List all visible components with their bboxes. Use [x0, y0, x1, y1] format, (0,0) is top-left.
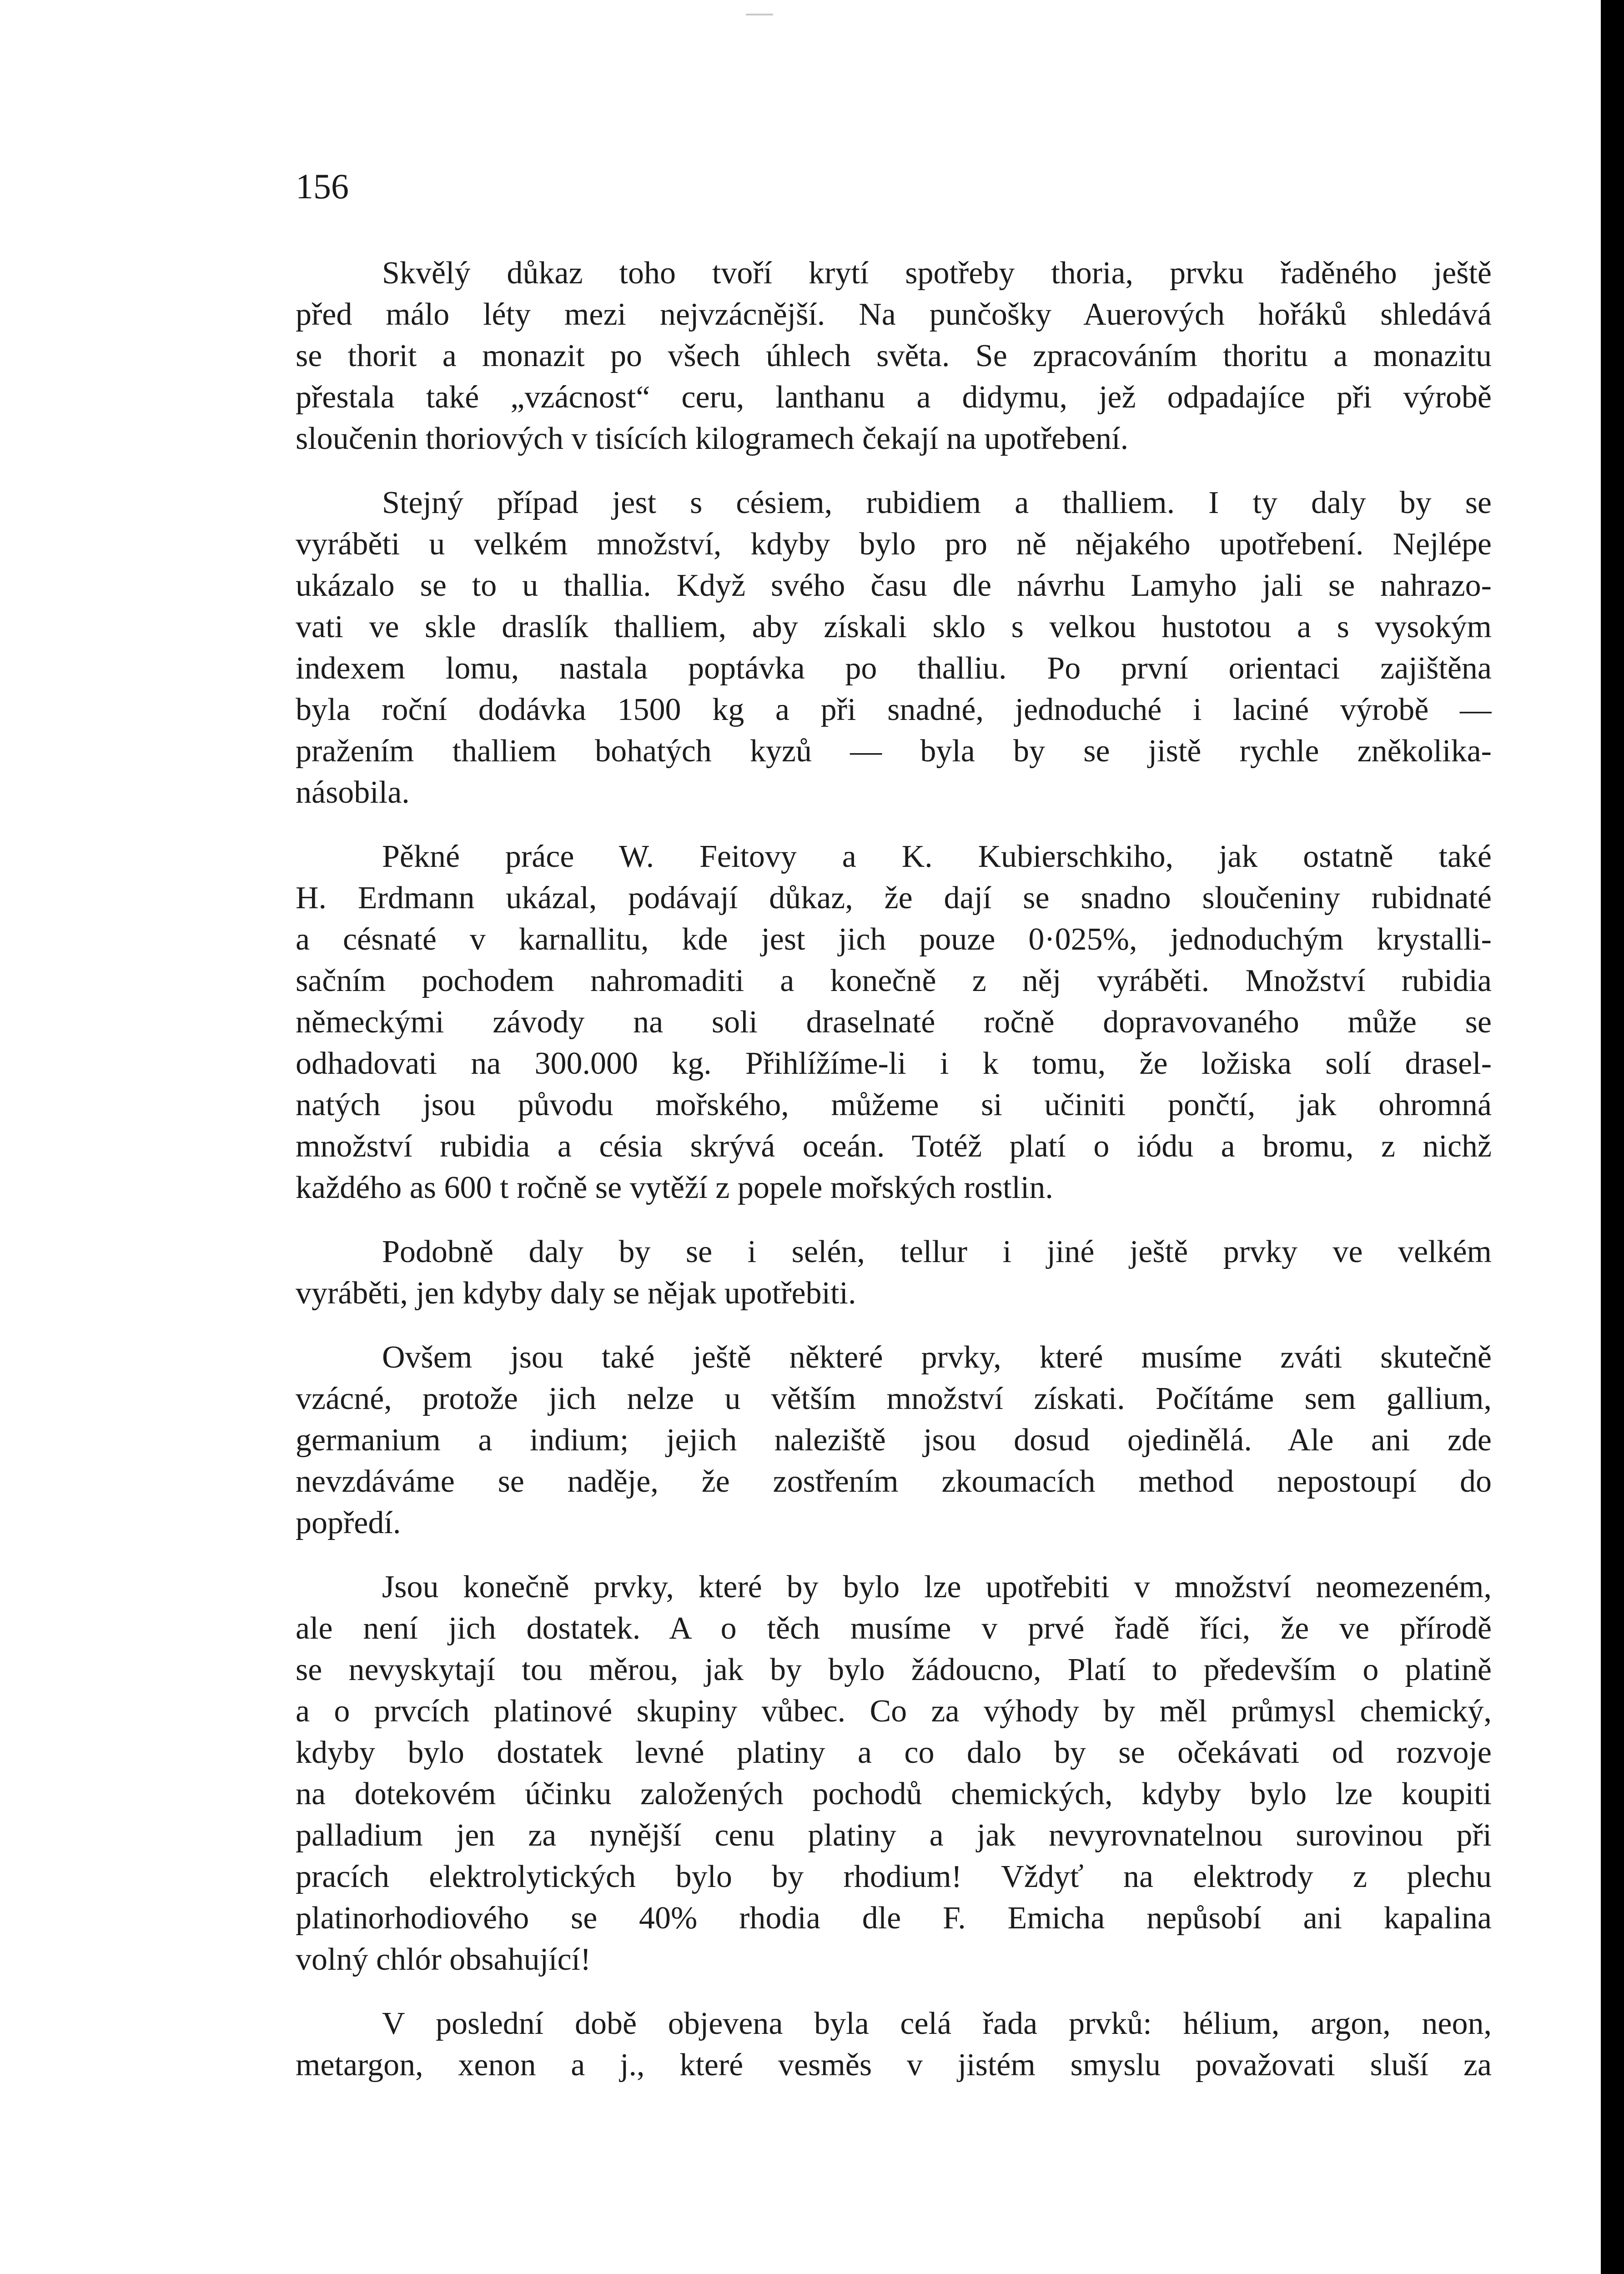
text-line: ukázalo se to u thallia. Když svého času dle návrhu Lamyho jali se nahrazo- [296, 568, 1492, 603]
text-line: Stejný případ jest s césiem, rubidiem a thalliem. I ty daly by se [382, 485, 1492, 520]
text-line: nevzdáváme se naděje, že zostřením zkoumacích method nepostoupí do [296, 1464, 1492, 1499]
body-text [296, 252, 1492, 2108]
text-line: indexem lomu, nastala poptávka po thalliu. Po první orientaci zajištěna [296, 651, 1492, 686]
text-line: Pěkné práce W. Feitovy a K. Kubierschkiho, jak ostatně také [382, 839, 1492, 874]
text-line: metargon, xenon a j., které vesměs v jistém smyslu považovati sluší za [296, 2048, 1492, 2083]
text-line: natých jsou původu mořského, můžeme si učiniti pončtí, jak ohromná [296, 1087, 1492, 1122]
text-line: popředí. [296, 1505, 401, 1540]
paragraph [296, 482, 1492, 813]
text-line: ale není jich dostatek. A o těch musíme v prvé řadě říci, že ve přírodě [296, 1611, 1492, 1646]
text-line: před málo léty mezi nejvzácnější. Na punčošky Auerových hořáků shledává [296, 297, 1492, 332]
text-line: a o prvcích platinové skupiny vůbec. Co za výhody by měl průmysl chemický, [296, 1694, 1492, 1729]
scan-artifact [746, 14, 773, 15]
text-line: na dotekovém účinku založených pochodů chemických, kdyby bylo lze koupiti [296, 1776, 1492, 1811]
text-line: vyráběti, jen kdyby daly se nějak upotřebiti. [296, 1276, 856, 1311]
paragraph [296, 1566, 1492, 1980]
text-line: byla roční dodávka 1500 kg a při snadné, jednoduché i laciné výrobě — [296, 692, 1492, 727]
text-line: germanium a indium; jejich naleziště jsou dosud ojedinělá. Ale ani zde [296, 1423, 1492, 1458]
text-line: platinorhodiového se 40% rhodia dle F. Emicha nepůsobí ani kapalina [296, 1901, 1492, 1936]
text-line: přestala také „vzácnost“ ceru, lanthanu a didymu, jež odpadajíce při výrobě [296, 380, 1492, 415]
page-number: 156 [296, 166, 349, 206]
text-line: množství rubidia a césia skrývá oceán. Totéž platí o iódu a bromu, z nichž [296, 1129, 1492, 1164]
paragraph [296, 2003, 1492, 2086]
text-line: pracích elektrolytických bylo by rhodium! Vždyť na elektrody z plechu [296, 1859, 1492, 1894]
text-line: odhadovati na 300.000 kg. Přihlížíme-li i k tomu, že ložiska solí drasel- [296, 1046, 1492, 1081]
text-line: a césnaté v karnallitu, kde jest jich pouze 0·025%, jednoduchým krystalli- [296, 922, 1492, 957]
text-line: Ovšem jsou také ještě některé prvky, které musíme zváti skutečně [382, 1340, 1492, 1375]
text-line: palladium jen za nynější cenu platiny a jak nevyrovnatelnou surovinou při [296, 1818, 1492, 1853]
paragraph [296, 252, 1492, 459]
text-line: volný chlór obsahující! [296, 1942, 591, 1977]
text-line: Skvělý důkaz toho tvoří krytí spotřeby thoria, prvku řaděného ještě [382, 256, 1492, 291]
text-line: sačním pochodem nahromaditi a konečně z něj vyráběti. Množství rubidia [296, 963, 1492, 998]
text-line: německými závody na soli draselnaté ročně dopravovaného může se [296, 1005, 1492, 1040]
text-line: se nevyskytají tou měrou, jak by bylo žádoucno, Platí to především o platině [296, 1652, 1492, 1687]
paragraph [296, 836, 1492, 1208]
text-line: každého as 600 t ročně se vytěží z popele mořských rostlin. [296, 1170, 1053, 1205]
text-line: sloučenin thoriových v tisících kilogramech čekají na upotřebení. [296, 421, 1129, 456]
text-line: V poslední době objevena byla celá řada prvků: hélium, argon, neon, [382, 2006, 1492, 2041]
paragraph [296, 1231, 1492, 1314]
text-line: pražením thalliem bohatých kyzů — byla by se jistě rychle zněkolika- [296, 734, 1492, 769]
text-line: vyráběti u velkém množství, kdyby bylo pro ně nějakého upotřebení. Nejlépe [296, 527, 1492, 562]
text-line: H. Erdmann ukázal, podávají důkaz, že dají se snadno sloučeniny rubidnaté [296, 880, 1492, 916]
text-line: se thorit a monazit po všech úhlech světa. Se zpracováním thoritu a monazitu [296, 338, 1492, 373]
text-line: násobila. [296, 775, 410, 810]
text-line: vzácné, protože jich nelze u větším množství získati. Počítáme sem gallium, [296, 1381, 1492, 1416]
paragraph [296, 1337, 1492, 1544]
text-line: kdyby bylo dostatek levné platiny a co dalo by se očekávati od rozvoje [296, 1735, 1492, 1770]
text-line: Podobně daly by se i selén, tellur i jiné ještě prvky ve velkém [382, 1234, 1492, 1269]
text-line: Jsou konečně prvky, které by bylo lze upotřebiti v množství neomezeném, [382, 1570, 1492, 1605]
text-line: vati ve skle draslík thalliem, aby získali sklo s velkou hustotou a s vysokým [296, 609, 1492, 644]
